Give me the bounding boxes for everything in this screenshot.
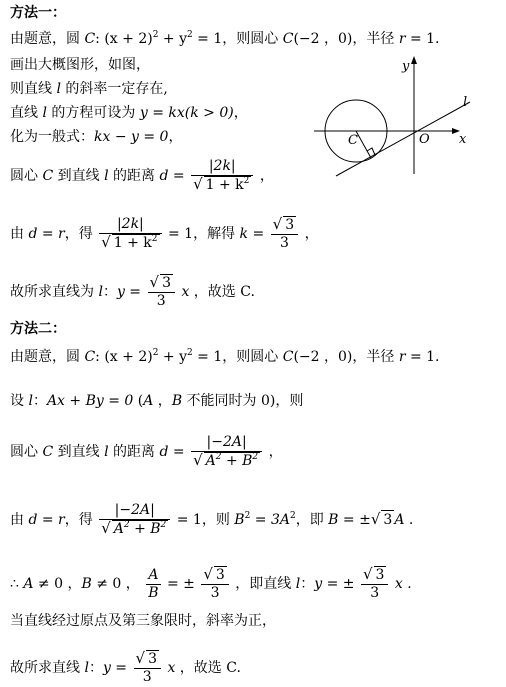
- circle-tangent-figure: [308, 54, 486, 180]
- method1-heading: 方法一：: [10, 5, 66, 21]
- ab-ratio-fraction: $\frac{A}{B}$: [148, 566, 159, 601]
- origin-label: O: [419, 132, 430, 147]
- ratio-value-fraction: $\frac{√ 3}{3}$: [201, 566, 228, 602]
- answer-fraction-2: $\frac{√ 3}{3}$: [134, 650, 161, 686]
- method2-quadrant-line: 当直线经过原点及第三象限时，斜率为正，: [10, 613, 276, 629]
- method1-equation-line: 直线 l 的方程可设为 y = kx(k > 0)，: [10, 105, 248, 121]
- method2-distance-line: 圆心 C 到直线 l 的距离 d = $\frac{|-2A|}{√ A^2 + B^2}$ ，: [10, 434, 283, 469]
- line-label: l: [463, 95, 468, 110]
- method2-answer-line: 故所求直线 l：y = $\frac{√ 3}{3}$ x ，故选 C.: [10, 649, 241, 685]
- method2-solve-line: 由 d = r，得 $\frac{|-2A|}{√ A^2 + B^2}$ = 1，则 $B^2 = 3A^2$，即 B = ±√ 3 A .: [10, 502, 414, 537]
- line-slope-fraction: $\frac{√ 3}{3}$: [361, 566, 388, 602]
- method2-conclusion-line: ∴ A ≠ 0 ，B ≠ 0 ， $\frac{A}{B}$ = ± $\frac{√ 3}{3}$ ，即直线 l：y = ± $\frac{√ 3}{3}$ x .: [10, 565, 412, 601]
- distance-fraction-2: $\frac{|-2A|}{√ A^2 + B^2}$: [191, 434, 262, 470]
- method1-distance-line: 圆心 C 到直线 l 的距离 d = $\frac{|2k|}{√ 1 + k^2}$ ，: [10, 158, 274, 193]
- center-label: C: [348, 133, 358, 148]
- y-axis-label: y: [402, 59, 410, 74]
- method1-sketch-line: 画出大概图形，如图，: [10, 57, 150, 73]
- distance-fraction: $\frac{|2k|}{√ 1 + k^2}$: [191, 158, 253, 194]
- method1-circle-line: 由题意，圆 C: $(x + 2)^2 + y^2 = 1$，则圆心 C(−2 ，0)，半径 r = 1.: [10, 30, 440, 47]
- method1-solve-line: 由 d = r，得 $\frac{|2k|}{√ 1 + k^2}$ = 1，解得 k = $\frac{√ 3}{3}$ ，: [10, 215, 319, 251]
- method2-circle-line: 由题意，圆 C: $(x + 2)^2 + y^2 = 1$，则圆心 C(−2 ，0)，半径 r = 1.: [10, 348, 440, 365]
- y-axis-arrow-icon: [411, 56, 417, 64]
- k-value-fraction: $\frac{√ 3}{3}$: [271, 216, 298, 252]
- answer-fraction: $\frac{√ 3}{3}$: [148, 274, 175, 310]
- method1-answer-line: 故所求直线为 l：y = $\frac{√ 3}{3}$ x ，故选 C.: [10, 273, 255, 309]
- method1-general-form-line: 化为一般式：kx − y = 0，: [10, 129, 183, 145]
- solve-fraction: $\frac{|2k|}{√ 1 + k^2}$: [99, 216, 161, 252]
- method2-setup-line: 设 l：Ax + By = 0 (A ，B 不能同时为 0)，则: [10, 393, 304, 409]
- method1-slope-line: 则直线 l 的斜率一定存在,: [10, 81, 168, 97]
- radius-segment: [356, 131, 371, 158]
- solve-fraction-2: $\frac{|-2A|}{√ A^2 + B^2}$: [99, 502, 170, 538]
- x-axis-label: x: [459, 132, 467, 147]
- method2-heading: 方法二：: [10, 321, 66, 337]
